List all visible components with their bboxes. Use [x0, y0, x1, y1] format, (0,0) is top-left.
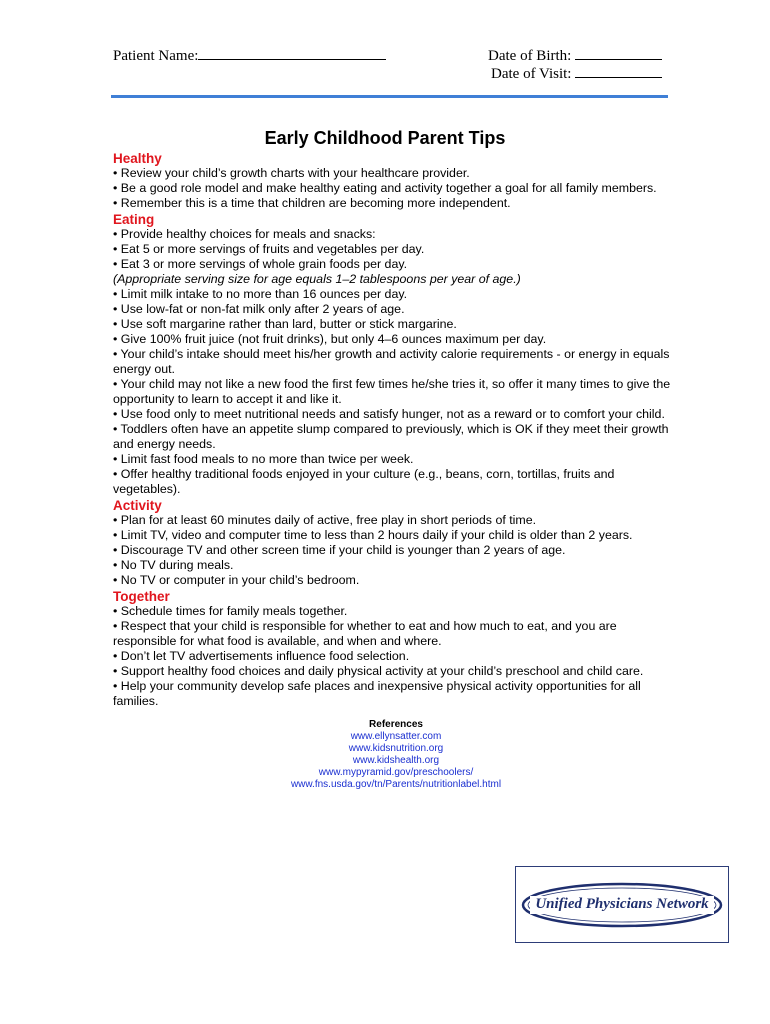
- date-of-birth-label: Date of Birth:: [488, 48, 572, 64]
- date-of-visit-label: Date of Visit:: [491, 66, 572, 82]
- reference-link[interactable]: www.ellynsatter.com: [350, 731, 442, 742]
- list-item: • Remember this is a time that children are becoming more independent.: [113, 196, 511, 210]
- list-item: • Review your child’s growth charts with your healthcare provider.: [113, 166, 470, 180]
- list-item: • Don’t let TV advertisements influence food selection.: [113, 649, 410, 663]
- list-item: • Eat 5 or more servings of fruits and vegetables per day.: [113, 242, 425, 256]
- reference-link[interactable]: www.mypyramid.gov/preschoolers/: [318, 767, 474, 778]
- reference-link[interactable]: www.fns.usda.gov/tn/Parents/nutritionlabel.html: [290, 779, 502, 790]
- section-heading-activity: Activity: [113, 498, 162, 513]
- references-block: [280, 719, 512, 791]
- list-item: • Schedule times for family meals together.: [113, 604, 348, 618]
- list-item: • Discourage TV and other screen time if your child is younger than 2 years of age.: [113, 543, 566, 557]
- page-title: Early Childhood Parent Tips: [264, 128, 506, 148]
- list-item: • Plan for at least 60 minutes daily of active, free play in short periods of time.: [113, 513, 537, 527]
- list-item: • Support healthy food choices and daily physical activity at your child’s preschool and child care.: [113, 664, 644, 678]
- section-heading-eating: Eating: [113, 212, 155, 227]
- list-item: • Your child may not like a new food the first few times he/she tries it, so offer it many times to give the opportunity to learn to accept it and like it.: [113, 377, 671, 406]
- patient-name-line[interactable]: [198, 47, 386, 60]
- logo-text: Unified Physicians Network: [535, 896, 709, 912]
- list-item: • Your child’s intake should meet his/her growth and activity calorie requirements - or energy in equals energy out.: [113, 347, 670, 376]
- list-item: • Be a good role model and make healthy eating and activity together a goal for all family members.: [113, 181, 657, 195]
- date-of-visit-line[interactable]: [575, 65, 662, 78]
- list-item: • Give 100% fruit juice (not fruit drinks), but only 4–6 ounces maximum per day.: [113, 332, 547, 346]
- list-item: • Toddlers often have an appetite slump compared to previously, which is OK if they meet their growth and energy needs.: [113, 422, 669, 451]
- reference-link[interactable]: www.kidsnutrition.org: [348, 743, 444, 754]
- list-item: • Eat 3 or more servings of whole grain foods per day.: [113, 257, 408, 271]
- list-item: • Provide healthy choices for meals and snacks:: [113, 227, 376, 241]
- list-item: • Use soft margarine rather than lard, butter or stick margarine.: [113, 317, 457, 331]
- unified-physicians-network-logo: [515, 866, 729, 943]
- header-divider: [111, 95, 668, 98]
- list-item: • Offer healthy traditional foods enjoyed in your culture (e.g., beans, corn, tortillas, fruits and vegetables).: [113, 467, 615, 496]
- list-item: • Use low-fat or non-fat milk only after 2 years of age.: [113, 302, 405, 316]
- list-item: • Limit fast food meals to no more than twice per week.: [113, 452, 414, 466]
- section-heading-together: Together: [113, 589, 170, 604]
- reference-link[interactable]: www.kidshealth.org: [352, 755, 440, 766]
- patient-name-field: [113, 47, 386, 65]
- list-item: • Limit milk intake to no more than 16 ounces per day.: [113, 287, 408, 301]
- date-of-visit-field: [491, 65, 662, 83]
- list-item: • Respect that your child is responsible for whether to eat and how much to eat, and you are responsible for what food is available, and when and where.: [113, 619, 617, 648]
- list-item: • Limit TV, video and computer time to less than 2 hours daily if your child is older than 2 years.: [113, 528, 633, 542]
- list-item: • No TV during meals.: [113, 558, 234, 572]
- patient-name-label: Patient Name:: [113, 48, 199, 64]
- tips-content: [113, 150, 673, 709]
- references-heading: References: [369, 719, 423, 730]
- list-item: • Use food only to meet nutritional needs and satisfy hunger, not as a reward or to comfort your child.: [113, 407, 665, 421]
- date-of-birth-field: [488, 47, 662, 65]
- list-item: • No TV or computer in your child’s bedroom.: [113, 573, 360, 587]
- serving-size-note: (Appropriate serving size for age equals 1–2 tablespoons per year of age.): [113, 272, 521, 286]
- section-heading-healthy: Healthy: [113, 151, 162, 166]
- date-of-birth-line[interactable]: [575, 47, 662, 60]
- list-item: • Help your community develop safe places and inexpensive physical activity opportunities for all families.: [113, 679, 641, 708]
